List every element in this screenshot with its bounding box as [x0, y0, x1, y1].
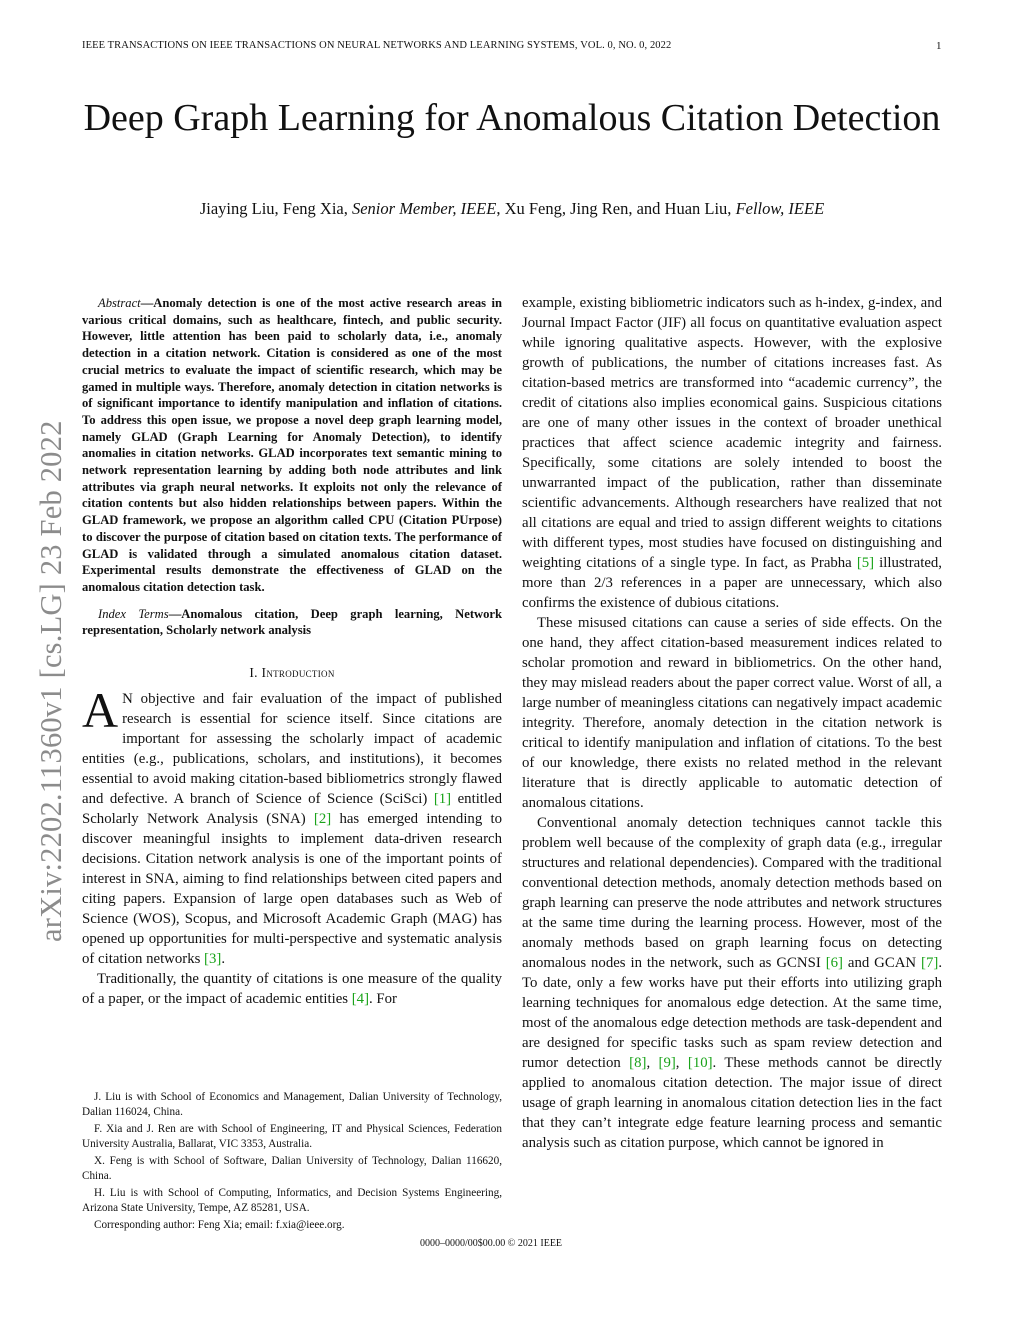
index-terms	[82, 606, 502, 639]
intro-p1-text-d: .	[221, 951, 226, 968]
paper-title: Deep Graph Learning for Anomalous Citation Detection	[83, 97, 941, 139]
citation-link[interactable]: [2]	[313, 811, 332, 828]
section-title: Introduction	[261, 665, 335, 681]
right-column	[522, 293, 942, 1153]
intro-p1-text-c: has emerged intending to discover meaningful insights to implement data-driven research decisions. Citation network analysis is one of the important points of interest in SNA, aiming to find relationships between cited papers and citing papers. Expansion of large open databases such as Web of Science (WOS), Scopus, and Microsoft Academic Graph (MAG) has opened up opportunities for multi-perspective and systematic analysis of citation networks	[82, 811, 502, 968]
footnotes	[82, 1090, 502, 1235]
intro-p1-text-b: entitled Scholarly Network Analysis (SNA)	[82, 791, 502, 828]
right-p3-text-d: . These methods cannot be directly applied to anomalous citation detection. The major issue of direct usage of graph learning in anomalous citation detection lies in the fact that they can’t integrate edge feature learning process and semantic analysis such as citation purpose, which cannot be ignored in	[522, 1055, 942, 1151]
left-column	[82, 295, 502, 1009]
footnote: Corresponding author: Feng Xia; email: f.xia@ieee.org.	[94, 1219, 345, 1231]
citation-link[interactable]: [10]	[687, 1055, 713, 1071]
author-role-1: Senior Member, IEEE	[351, 199, 497, 218]
section-heading-introduction	[82, 665, 502, 681]
abstract	[82, 295, 502, 596]
running-head: IEEE TRANSACTIONS ON IEEE TRANSACTIONS ON NEURAL NETWORKS AND LEARNING SYSTEMS, VOL. 0, NO. 0, 2022	[82, 40, 672, 51]
citation-link[interactable]: [8]	[629, 1055, 647, 1071]
footnote: H. Liu is with School of Computing, Informatics, and Decision Systems Engineering, Arizona State University, Tempe, AZ 85281, USA.	[82, 1187, 502, 1214]
authors-part-1: Jiaying Liu, Feng Xia,	[199, 199, 352, 218]
citation-link[interactable]: [5]	[856, 555, 875, 571]
arxiv-stamp: arXiv:2202.11360v1 [cs.LG] 23 Feb 2022	[34, 420, 68, 942]
introduction-body	[82, 682, 502, 1009]
citation-link[interactable]: [9]	[658, 1055, 676, 1071]
citation-link[interactable]: [3]	[204, 951, 222, 968]
right-p3-text-b: and GCAN	[842, 955, 922, 971]
drop-cap: A	[82, 682, 119, 739]
section-numeral: I.	[249, 665, 262, 681]
right-paragraph-1	[522, 293, 942, 613]
citation-link[interactable]: [6]	[825, 955, 843, 971]
right-p3-text-a: Conventional anomaly detection techniques cannot tackle this problem well because of the complexity of graph data (e.g., irregular structures and relational dependencies). Compared with the traditional conventional detection methods, anomaly detection methods based on graph learning can preserve the node attributes and network structures at the same time during the learning process. However, most of the anomaly methods based on graph learning focus on detecting anomalous nodes in the network, such as GCNSI	[522, 815, 942, 971]
citation-link[interactable]: [7]	[921, 955, 939, 971]
right-p3-text-c: . To date, only a few works have put their efforts into utilizing graph learning techniques for anomalous edge detection. At the same time, most of the anomalous edge detection methods are task-dependent and are designed for specific tasks such as spam review detection and rumor detection	[522, 955, 943, 1071]
intro-p2-text-a: Traditionally, the quantity of citations is one measure of the quality of a paper, or the impact of academic entities	[82, 971, 502, 1008]
authors-part-2: , Xu Feng, Jing Ren, and Huan Liu,	[496, 199, 736, 218]
citation-link[interactable]: [1]	[433, 791, 452, 808]
index-terms-text: —Anomalous citation, Deep graph learning, Network representation, Scholarly network analysis	[82, 606, 503, 638]
index-terms-label: Index Terms	[98, 606, 169, 621]
abstract-text: —Anomaly detection is one of the most active research areas in various critical domains, such as healthcare, fintech, and public security. However, little attention has been paid to scholarly data, i.e., anomaly detection in a citation network. Citation is considered as one of the most crucial metrics to evaluate the impact of scientific research, which may be gamed in multiple ways. Therefore, anomaly detection in citation networks is of significant importance to identify manipulation and inflation of citations. To address this open issue, we propose a novel deep graph learning model, namely GLAD (Graph Learning for Anomaly Detection), to identify anomalies in citation networks. GLAD incorporates text semantic mining to network representation learning by adding both node attributes and link attributes via graph neural networks. It exploits not only the relevance of citation contents but also hidden relationships between papers. Within the GLAD framework, we propose an algorithm called CPU (Citation PUrpose) to discover the purpose of citation based on citation texts. The performance of GLAD is validated through a simulated anomalous citation dataset. Experimental results demonstrate the effectiveness of GLAD on the anomalous citation detection task.	[82, 296, 502, 594]
citation-separator: ,	[675, 1055, 688, 1071]
page-number: 1	[936, 40, 942, 52]
right-p1-text-b: illustrated, more than 2/3 references in a paper are unnecessary, which also confirms the existence of dubious citations.	[522, 555, 942, 611]
intro-paragraph-2	[82, 969, 502, 1009]
author-list	[60, 199, 964, 219]
right-paragraph-2: These misused citations can cause a series of side effects. On the one hand, they affect citation-based measurement indices related to scholar promotion and reward in bibliometrics. On the other hand, they may mislead readers about the paper correct value. Worst of all, a large number of meaningless citations can negatively impact academic integrity. Therefore, anomaly detection in the citation network is critical to identify manipulation and inflation of citations. To the best of our knowledge, there exists no related method in the relevant literature that is directly applicable to automatic detection of anomalous citations.	[522, 615, 942, 811]
footnote: F. Xia and J. Ren are with School of Engineering, IT and Physical Sciences, Federation University Australia, Ballarat, VIC 3353, Australia.	[82, 1123, 502, 1150]
footnote: J. Liu is with School of Economics and Management, Dalian University of Technology, Dalian 116024, China.	[82, 1091, 502, 1118]
citation-link[interactable]: [4]	[351, 991, 370, 1008]
intro-p2-text-b: . For	[369, 991, 397, 1008]
abstract-label: Abstract	[98, 296, 141, 310]
footnote: X. Feng is with School of Software, Dalian University of Technology, Dalian 116620, China.	[82, 1155, 502, 1182]
intro-paragraph-1	[82, 682, 502, 969]
citation-separator: ,	[646, 1055, 659, 1071]
right-p1-text-a: example, existing bibliometric indicators such as h-index, g-index, and Journal Impact Factor (JIF) all focus on quantitative evaluation aspect while ignoring qualitative aspects. However, with the explosive growth of publications, the number of citations increases fast. As citation-based metrics are transformed into “academic currency”, the credit of citations also implies economical gains. Suspicious citations are one of many other issues in the context of broader unethical practices that affect science academic integrity and fairness. Specifically, some citations are solely intended to boost the unwarranted impact of the publication, rather than disseminate scientific advancements. Although researchers have realized that not all citations are equal and tried to assign different weights to citations with different types, most studies have focused on distinguishing and weighting citations of a single type. In fact, as Prabha	[522, 295, 942, 571]
intro-p1-text-a: N objective and fair evaluation of the impact of published research is essential for science itself. Since citations are important for assessing the scholarly impact of academic entities (e.g., publications, scholars, and institutions), it becomes essential to avoid making citation-based bibliometrics strongly flawed and defective. A branch of Science of Science (SciSci)	[82, 691, 502, 808]
right-paragraph-3	[522, 813, 942, 1153]
copyright-line: 0000–0000/00$00.00 © 2021 IEEE	[420, 1238, 563, 1249]
author-role-2: Fellow, IEEE	[735, 199, 825, 218]
